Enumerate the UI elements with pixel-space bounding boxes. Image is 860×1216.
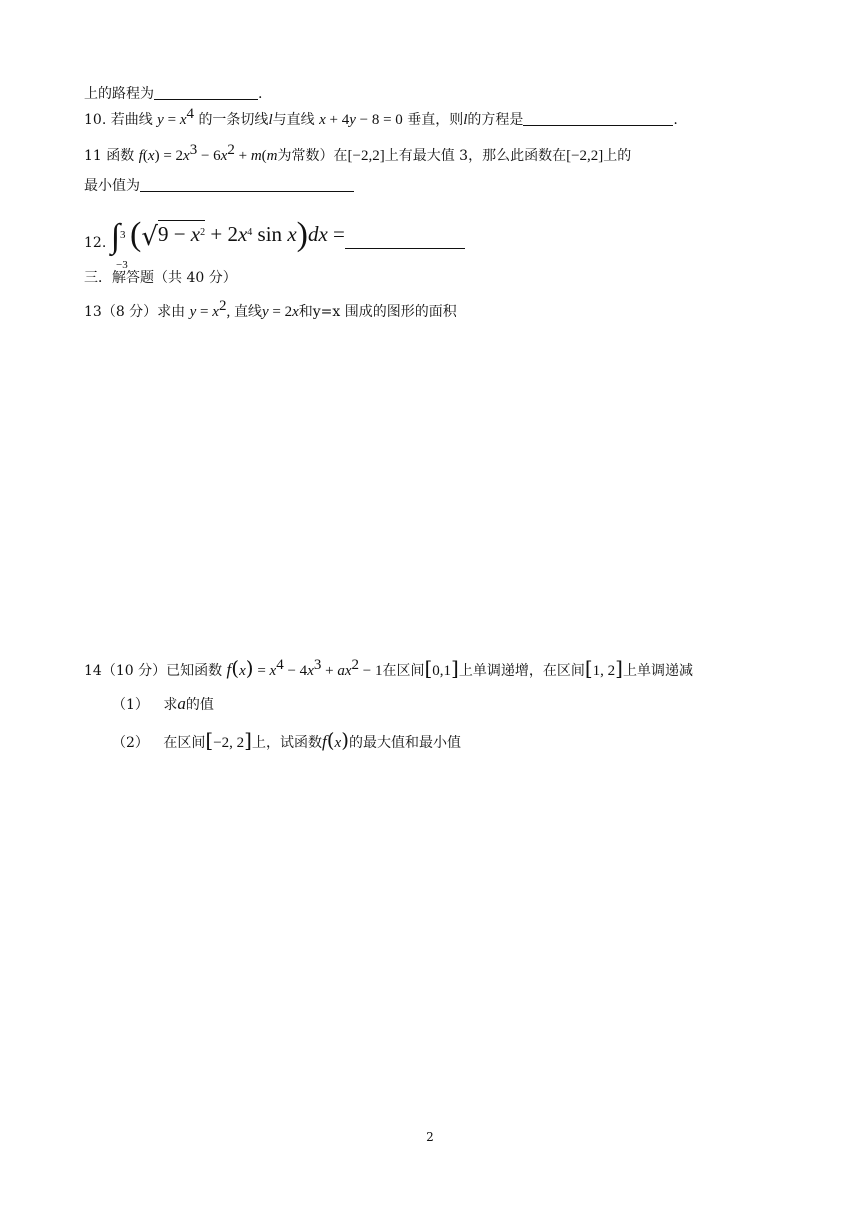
question-text: 14（10 分）已知函数	[84, 663, 223, 679]
question-text: 函数	[106, 148, 135, 164]
question-text: 的方程是	[467, 112, 524, 128]
question-text: 与直线	[272, 112, 315, 128]
question-text: 上的	[603, 148, 632, 164]
page-number: 2	[426, 1130, 434, 1144]
question-text: 和	[298, 304, 313, 320]
question-text: 最小值为	[84, 178, 140, 194]
question-text: 求	[163, 697, 178, 713]
question-text: 直线	[233, 304, 262, 320]
part-label: （1）	[112, 697, 149, 713]
formula-line: y=x	[312, 304, 341, 320]
section-title	[84, 268, 237, 288]
question-13: 13（8 分）求由 $y = x^2$, 直线y = 2x和y=x 围成的图形的面积	[84, 298, 457, 320]
period: .	[258, 86, 263, 102]
question-text: ）在	[319, 148, 348, 164]
question-number: 10.	[84, 112, 107, 128]
question-14-part-2: （2） 在区间[−2, 2]上，试函数f(x)的最大值和最小值	[112, 728, 461, 752]
var-l: l	[268, 112, 273, 128]
var-l: l	[463, 112, 468, 128]
formula-function: f	[226, 660, 232, 679]
interval: 1, 2	[592, 663, 616, 679]
integral-expression: ∫ 3 −3 ($√9 - x^2 + 2x^4$ sin x)dx =	[111, 212, 345, 259]
prev-question-text: 上的路程为	[84, 86, 154, 102]
question-text: 在区间	[382, 663, 425, 679]
answer-blank[interactable]	[345, 234, 465, 249]
question-10: 10. 若曲线 $y = x^4$ 的一条切线l与直线 x + 4y − 8 = 0 垂直，则l的方程是 .	[84, 106, 678, 128]
question-14-part-1	[112, 694, 214, 715]
question-text: 的一条切线	[198, 112, 269, 128]
integral-sign: ∫	[110, 218, 121, 255]
question-number: 11	[84, 148, 102, 164]
question-12	[84, 212, 465, 271]
question-text: 的值	[185, 697, 214, 713]
question-text: 的最大值和最小值	[349, 735, 461, 751]
question-text: 围成的图形的面积	[344, 304, 457, 320]
question-text: 上单调递减	[622, 663, 693, 679]
question-text: 在区间	[163, 735, 206, 751]
period: .	[673, 112, 678, 128]
interval: [−2,2]	[566, 148, 604, 164]
var-a: a	[177, 694, 186, 713]
interval: 0,1	[432, 663, 452, 679]
question-14: 14（10 分）已知函数 $f(x) = x^4 - 4x^3 + ax^2 - 1$在区间[0,1]上单调递增，在区间[1, 2]上单调递减	[84, 656, 693, 680]
interval: [−2,2]	[347, 148, 385, 164]
question-number: 12.	[84, 235, 107, 251]
question-text: 若曲线	[110, 112, 153, 128]
param-note: 为常数	[277, 148, 320, 164]
question-text: 上，试函数	[251, 735, 322, 751]
answer-blank[interactable]	[140, 177, 354, 192]
prev-question-tail	[84, 84, 262, 104]
question-text: 13（8 分）求由	[84, 304, 186, 320]
sqrt-term: $√9 - x^2$	[141, 222, 206, 252]
question-text: 上单调递增，在区间	[458, 663, 585, 679]
question-11: 11 函数 $f(x) = 2x^3 - 6x^2 + m(m$为常数）在[−2,2]上有最大值 3，那么此函数在[−2,2]上的	[84, 142, 632, 164]
formula-function: f	[138, 148, 143, 164]
question-text: 垂直，则	[407, 112, 464, 128]
section-heading: 三．解答题（共 40 分）	[84, 270, 237, 286]
formula-function: f	[321, 732, 327, 751]
answer-blank[interactable]	[154, 85, 258, 100]
formula-curve: y	[157, 112, 164, 128]
formula-line: x	[319, 112, 326, 128]
question-text: 上有最大值 3，那么此函数在	[384, 148, 567, 164]
answer-blank[interactable]	[523, 111, 673, 126]
interval: −2, 2	[213, 735, 245, 751]
question-11-line2	[84, 176, 354, 196]
part-label: （2）	[112, 735, 149, 751]
formula-parabola: y	[189, 304, 197, 320]
